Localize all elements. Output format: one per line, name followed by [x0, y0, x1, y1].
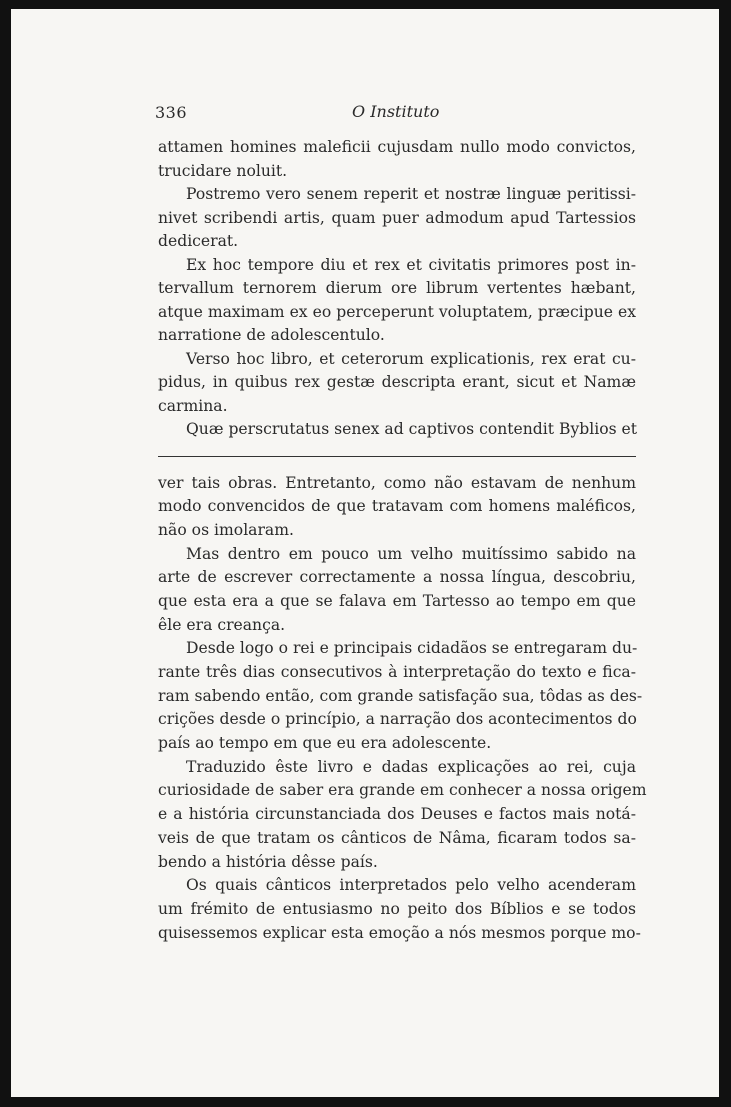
portuguese-line: arte de escrever correctamente a nossa língua, descobriu,	[158, 568, 636, 587]
portuguese-line: ver tais obras. Entretanto, como não estavam de nenhum	[158, 473, 636, 492]
page-number: 336	[155, 103, 188, 122]
portuguese-line: veis de que tratam os cânticos de Nâma, ficaram todos sa-	[158, 828, 636, 847]
running-head	[155, 99, 636, 125]
running-title: O Instituto	[352, 102, 440, 121]
latin-line: Postremo vero senem reperit et nostræ linguæ peritissi-	[186, 185, 636, 203]
portuguese-line: modo convencidos de que tratavam com homens maléficos,	[158, 497, 636, 516]
latin-line: Quæ perscrutatus senex ad captivos contendit Byblios et	[186, 420, 638, 438]
latin-line: tervallum ternorem dierum ore librum vertentes hæbant,	[158, 279, 636, 297]
portuguese-text-block	[158, 472, 647, 946]
portuguese-line: um frémito de entusiasmo no peito dos Bíblios e se todos	[158, 899, 636, 918]
portuguese-line: crições desde o princípio, a narração dos acontecimentos do	[158, 710, 637, 729]
book-page	[155, 99, 647, 945]
portuguese-line: Desde logo o rei e principais cidadãos se entregaram du-	[186, 639, 638, 658]
portuguese-line: rante três dias consecutivos à interpretação do texto e fica-	[158, 663, 636, 681]
portuguese-line: quisessemos explicar esta emoção a nós mesmos porque mo-	[158, 923, 641, 942]
latin-line: attamen homines maleficii cujusdam nullo modo convictos,	[158, 138, 636, 156]
portuguese-line: que esta era a que se falava em Tartesso ao tempo em que	[158, 591, 636, 610]
portuguese-line: Mas dentro em pouco um velho muitíssimo sabido na	[186, 544, 636, 563]
latin-line: trucidare noluit.	[158, 161, 288, 180]
latin-line: nivet scribendi artis, quam puer admodum apud Tartessios	[158, 208, 636, 227]
latin-line: atque maximam ex eo perceperunt voluptatem, præcipue ex	[158, 302, 636, 321]
section-divider	[158, 456, 636, 457]
portuguese-line: Traduzido êste livro e dadas explicações ao rei, cuja	[186, 757, 636, 776]
latin-line: carmina.	[158, 396, 228, 415]
portuguese-line: bendo a história dêsse país.	[158, 852, 378, 871]
portuguese-line: Os quais cânticos interpretados pelo velho acenderam	[186, 876, 636, 895]
portuguese-line: curiosidade de saber era grande em conhecer a nossa origem	[158, 781, 647, 800]
latin-line: Verso hoc libro, et ceterorum explicationis, rex erat cu-	[186, 349, 636, 368]
latin-line: pidus, in quibus rex gestæ descripta erant, sicut et Namæ	[158, 373, 636, 391]
portuguese-line: país ao tempo em que eu era adolescente.	[158, 734, 492, 753]
latin-line: narratione de adolescentulo.	[158, 326, 385, 344]
latin-text-block	[158, 136, 636, 442]
latin-line: Ex hoc tempore diu et rex et civitatis primores post in-	[186, 255, 636, 274]
latin-line: dedicerat.	[158, 232, 239, 250]
portuguese-line: ram sabendo então, com grande satisfação sua, tôdas as des-	[158, 686, 643, 705]
portuguese-line: e a história circunstanciada dos Deuses e factos mais notá-	[158, 805, 636, 824]
portuguese-line: não os imolaram.	[158, 520, 294, 539]
portuguese-line: êle era creança.	[158, 615, 286, 634]
